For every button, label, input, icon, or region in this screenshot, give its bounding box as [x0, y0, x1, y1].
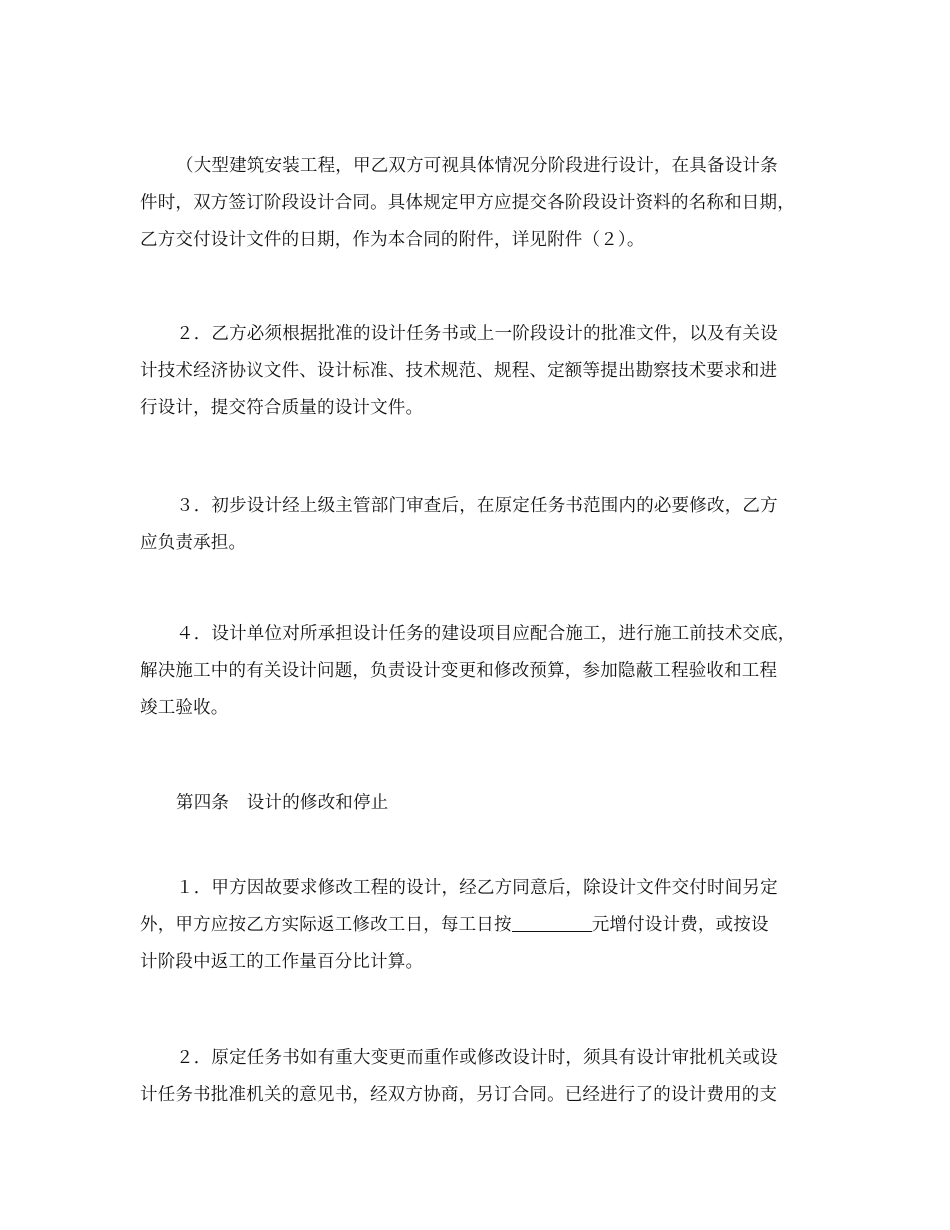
paragraph-modification-2: [140, 1040, 830, 1114]
section-heading: 第四条 设计的修改和停止: [176, 793, 389, 813]
text-line-with-blank: [140, 907, 830, 944]
section-heading-article-4: [140, 785, 830, 822]
text-line: 解决施工中的有关设计问题，负责设计变更和修改预算，参加隐蔽工程验收和工程: [140, 661, 778, 681]
text-line: １．甲方因故要求修改工程的设计，经乙方同意后，除设计文件交付时间另定: [176, 878, 778, 898]
text-line: ３．初步设计经上级主管部门审查后，在原定任务书范围内的必要修改，乙方: [176, 496, 778, 516]
text-line: 计任务书批准机关的意见书，经双方协商，另订合同。已经进行了的设计费用的支: [140, 1085, 778, 1105]
text-segment: 元增付设计费，或按设: [591, 915, 769, 935]
text-line: 行设计，提交符合质量的设计文件。: [140, 398, 424, 418]
text-line: 乙方交付设计文件的日期，作为本合同的附件，详见附件（２）。: [140, 230, 645, 250]
paragraph-modification-1: [140, 870, 830, 981]
text-line: ２．乙方必须根据批准的设计任务书或上一阶段设计的批准文件，以及有关设: [176, 324, 778, 344]
text-segment: 外，甲方应按乙方实际返工修改工日，每工日按: [140, 915, 512, 935]
text-line: 计技术经济协议文件、设计标准、技术规范、规程、定额等提出勘察技术要求和进: [140, 361, 778, 381]
fill-in-blank[interactable]: [512, 911, 592, 932]
text-line: 应负责承担。: [140, 533, 247, 553]
text-line: 计阶段中返工的工作量百分比计算。: [140, 952, 424, 972]
text-line: 竣工验收。: [140, 698, 229, 718]
text-line: （大型建筑安装工程，甲乙双方可视具体情况分阶段进行设计，在具备设计条: [176, 156, 778, 176]
paragraph-clause-2: [140, 316, 830, 427]
text-line: ４．设计单位对所承担设计任务的建设项目应配合施工，进行施工前技术交底，: [176, 624, 796, 644]
paragraph-clause-4: [140, 616, 830, 727]
paragraph-clause-3: [140, 488, 830, 562]
text-line: ２．原定任务书如有重大变更而重作或修改设计时，须具有设计审批机关或设: [176, 1048, 778, 1068]
paragraph-design-stages: [140, 148, 830, 259]
text-line: 件时，双方签订阶段设计合同。具体规定甲方应提交各阶段设计资料的名称和日期，: [140, 193, 795, 213]
